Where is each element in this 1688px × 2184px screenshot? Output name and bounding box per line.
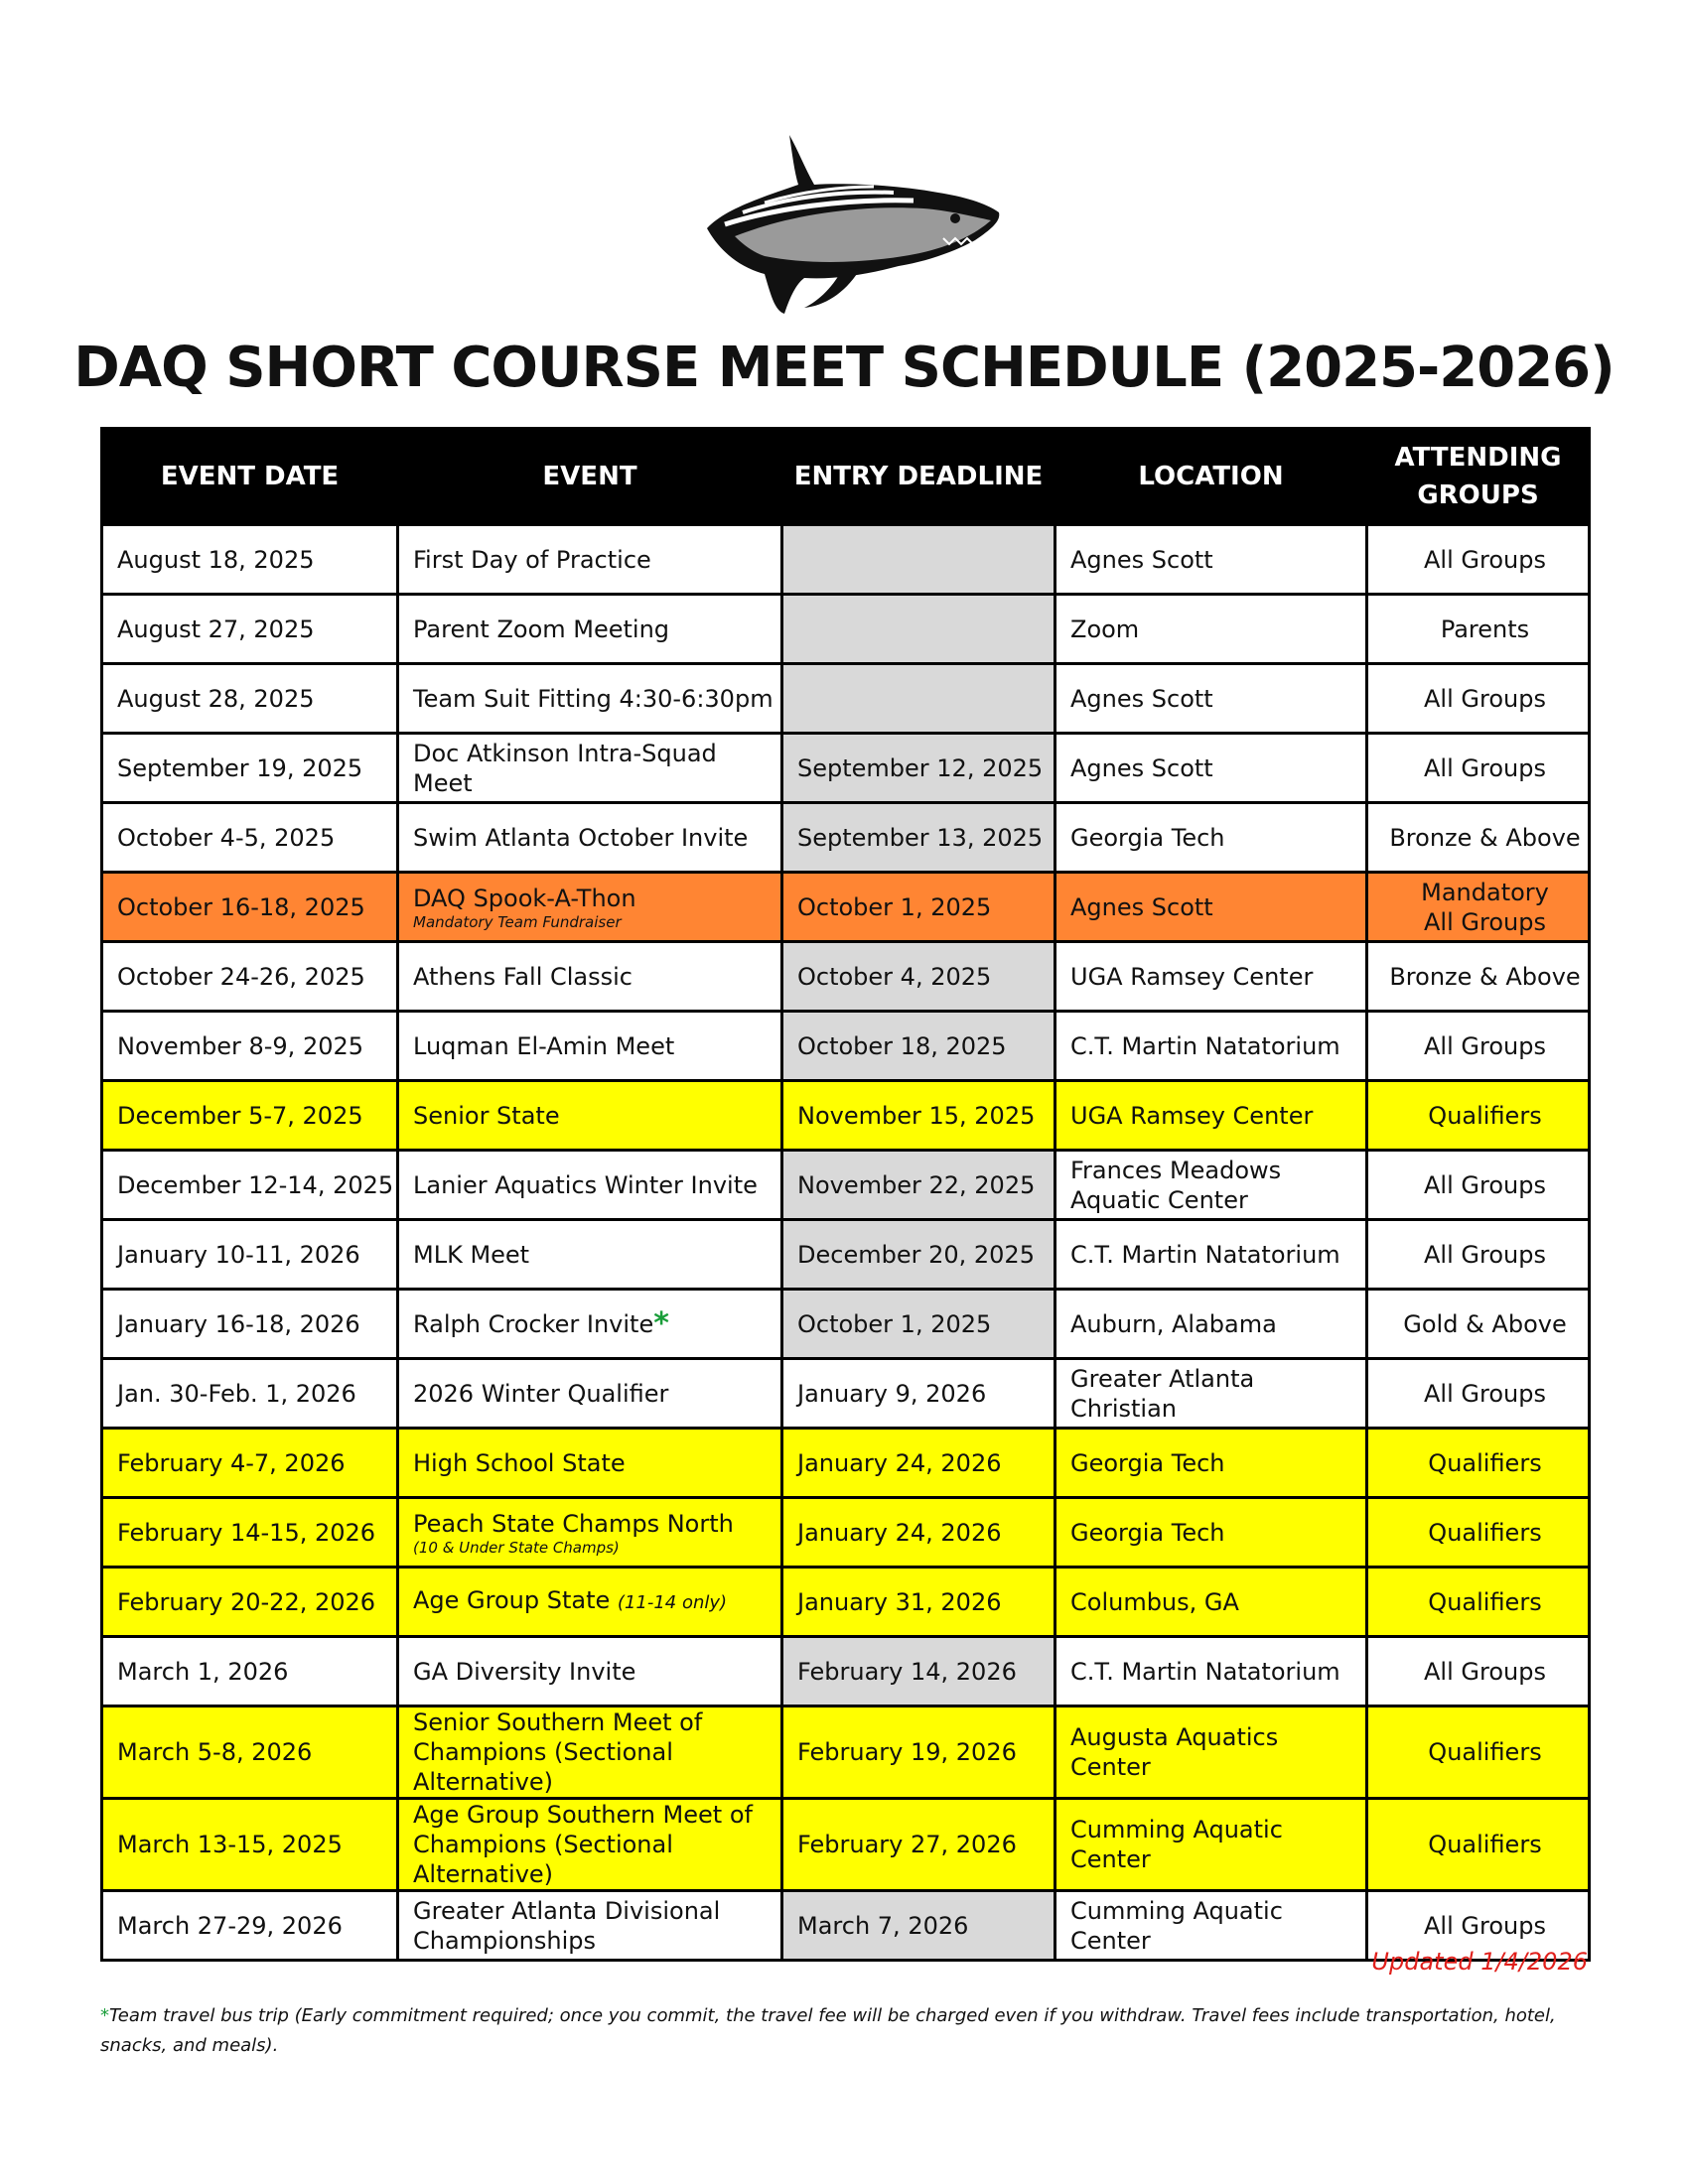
- table-row: [102, 1151, 1590, 1220]
- attending-groups: All Groups: [1367, 1637, 1590, 1706]
- event-date: March 13-15, 2025: [102, 1799, 398, 1891]
- event-name: Senior Southern Meet of Champions (Sectional Alternative): [398, 1706, 782, 1799]
- location: UGA Ramsey Center: [1055, 942, 1367, 1012]
- attending-groups: All Groups: [1367, 525, 1590, 595]
- location: Agnes Scott: [1055, 664, 1367, 734]
- header-location: LOCATION: [1055, 429, 1367, 525]
- event-name: Athens Fall Classic: [398, 942, 782, 1012]
- attending-groups: Bronze & Above: [1367, 803, 1590, 873]
- footnote-asterisk: *: [100, 2005, 109, 2026]
- event-name: Lanier Aquatics Winter Invite: [398, 1151, 782, 1220]
- table-row: [102, 942, 1590, 1012]
- table-row-mandatory: [102, 873, 1590, 942]
- event-name: MLK Meet: [398, 1220, 782, 1290]
- event-name: Team Suit Fitting 4:30-6:30pm: [398, 664, 782, 734]
- entry-deadline: January 9, 2026: [782, 1359, 1055, 1429]
- event-date: November 8-9, 2025: [102, 1012, 398, 1081]
- event-date: Jan. 30-Feb. 1, 2026: [102, 1359, 398, 1429]
- entry-deadline: October 18, 2025: [782, 1012, 1055, 1081]
- event-date: February 20-22, 2026: [102, 1568, 398, 1637]
- attending-groups: All Groups: [1367, 1151, 1590, 1220]
- event-subtitle: (10 & Under State Champs): [413, 1538, 620, 1557]
- event-name: 2026 Winter Qualifier: [398, 1359, 782, 1429]
- location: Georgia Tech: [1055, 1498, 1367, 1568]
- location: Georgia Tech: [1055, 803, 1367, 873]
- entry-deadline: January 24, 2026: [782, 1498, 1055, 1568]
- table-row: [102, 803, 1590, 873]
- event-date: August 18, 2025: [102, 525, 398, 595]
- table-row: [102, 664, 1590, 734]
- attending-groups: All Groups: [1367, 1220, 1590, 1290]
- attending-groups: All Groups: [1367, 734, 1590, 803]
- event-name: Greater Atlanta Divisional Championships: [398, 1891, 782, 1961]
- table-row-qualifier: [102, 1568, 1590, 1637]
- footnote-text: Team travel bus trip (Early commitment required; once you commit, the travel fee will be charged even if you withdraw. Travel fees include transportation, hotel, snacks, and meals).: [100, 2005, 1556, 2056]
- attending-groups: Qualifiers: [1367, 1498, 1590, 1568]
- event-date: December 12-14, 2025: [102, 1151, 398, 1220]
- event-name: Luqman El-Amin Meet: [398, 1012, 782, 1081]
- table-row: [102, 1220, 1590, 1290]
- location: Auburn, Alabama: [1055, 1290, 1367, 1359]
- entry-deadline: January 31, 2026: [782, 1568, 1055, 1637]
- event-date: January 10-11, 2026: [102, 1220, 398, 1290]
- event-name: High School State: [398, 1429, 782, 1498]
- event-name: Parent Zoom Meeting: [398, 595, 782, 664]
- event-date: August 27, 2025: [102, 595, 398, 664]
- entry-deadline: February 14, 2026: [782, 1637, 1055, 1706]
- event-date: March 27-29, 2026: [102, 1891, 398, 1961]
- event-name: Swim Atlanta October Invite: [398, 803, 782, 873]
- table-row: [102, 734, 1590, 803]
- table-row: [102, 1359, 1590, 1429]
- attending-groups: Qualifiers: [1367, 1799, 1590, 1891]
- event-name: GA Diversity Invite: [398, 1637, 782, 1706]
- event-date: August 28, 2025: [102, 664, 398, 734]
- table-row-qualifier: [102, 1498, 1590, 1568]
- table-row-qualifier: [102, 1081, 1590, 1151]
- entry-deadline: September 12, 2025: [782, 734, 1055, 803]
- attending-groups: Qualifiers: [1367, 1081, 1590, 1151]
- location: Cumming Aquatic Center: [1055, 1799, 1367, 1891]
- entry-deadline: September 13, 2025: [782, 803, 1055, 873]
- table-row: [102, 1891, 1590, 1961]
- event-date: February 4-7, 2026: [102, 1429, 398, 1498]
- location: C.T. Martin Natatorium: [1055, 1220, 1367, 1290]
- entry-deadline: October 1, 2025: [782, 1290, 1055, 1359]
- location: Georgia Tech: [1055, 1429, 1367, 1498]
- event-date: March 1, 2026: [102, 1637, 398, 1706]
- event-date: October 24-26, 2025: [102, 942, 398, 1012]
- entry-deadline: [782, 595, 1055, 664]
- event-name: Ralph Crocker Invite*: [398, 1290, 782, 1359]
- event-name: Age Group State (11-14 only): [398, 1568, 782, 1637]
- event-date: October 16-18, 2025: [102, 873, 398, 942]
- entry-deadline: January 24, 2026: [782, 1429, 1055, 1498]
- location: Augusta Aquatics Center: [1055, 1706, 1367, 1799]
- travel-asterisk: *: [653, 1305, 669, 1341]
- table-row-qualifier: [102, 1429, 1590, 1498]
- entry-deadline: November 22, 2025: [782, 1151, 1055, 1220]
- location: UGA Ramsey Center: [1055, 1081, 1367, 1151]
- table-header-row: [102, 429, 1590, 525]
- attending-groups: Mandatory All Groups: [1367, 873, 1590, 942]
- attending-groups: All Groups: [1367, 1359, 1590, 1429]
- location: C.T. Martin Natatorium: [1055, 1012, 1367, 1081]
- table-row: [102, 595, 1590, 664]
- page-title: DAQ SHORT COURSE MEET SCHEDULE (2025-2026): [73, 336, 1615, 400]
- attending-groups: Gold & Above: [1367, 1290, 1590, 1359]
- header-event: EVENT: [398, 429, 782, 525]
- event-name: Peach State Champs North (10 & Under State Champs): [398, 1498, 782, 1568]
- table-row: [102, 1012, 1590, 1081]
- event-name: DAQ Spook-A-Thon Mandatory Team Fundraiser: [398, 873, 782, 942]
- location: Agnes Scott: [1055, 873, 1367, 942]
- entry-deadline: February 27, 2026: [782, 1799, 1055, 1891]
- meet-schedule-table: [100, 427, 1591, 1962]
- attending-groups: Bronze & Above: [1367, 942, 1590, 1012]
- location: Agnes Scott: [1055, 525, 1367, 595]
- attending-groups: Qualifiers: [1367, 1706, 1590, 1799]
- entry-deadline: [782, 525, 1055, 595]
- updated-date: Updated 1/4/2026: [1371, 1948, 1588, 1976]
- attending-groups: Qualifiers: [1367, 1568, 1590, 1637]
- table-row: [102, 1637, 1590, 1706]
- table-row-qualifier: [102, 1799, 1590, 1891]
- table-row: [102, 525, 1590, 595]
- location: Greater Atlanta Christian: [1055, 1359, 1367, 1429]
- table-row: [102, 1290, 1590, 1359]
- attending-groups: Parents: [1367, 595, 1590, 664]
- event-name: Age Group Southern Meet of Champions (Sectional Alternative): [398, 1799, 782, 1891]
- table-row-qualifier: [102, 1706, 1590, 1799]
- attending-groups: All Groups: [1367, 1012, 1590, 1081]
- shark-logo-icon: [695, 117, 1003, 316]
- entry-deadline: February 19, 2026: [782, 1706, 1055, 1799]
- event-name: First Day of Practice: [398, 525, 782, 595]
- event-date: December 5-7, 2025: [102, 1081, 398, 1151]
- event-subtitle: Mandatory Team Fundraiser: [413, 912, 622, 931]
- entry-deadline: [782, 664, 1055, 734]
- event-name: Senior State: [398, 1081, 782, 1151]
- footnote: [100, 2001, 1588, 2061]
- header-entry-deadline: ENTRY DEADLINE: [782, 429, 1055, 525]
- event-date: January 16-18, 2026: [102, 1290, 398, 1359]
- event-date: March 5-8, 2026: [102, 1706, 398, 1799]
- location: Cumming Aquatic Center: [1055, 1891, 1367, 1961]
- event-date: February 14-15, 2026: [102, 1498, 398, 1568]
- attending-groups: All Groups: [1367, 1891, 1590, 1961]
- entry-deadline: March 7, 2026: [782, 1891, 1055, 1961]
- header-event-date: EVENT DATE: [102, 429, 398, 525]
- event-date: September 19, 2025: [102, 734, 398, 803]
- event-note: (11-14 only): [617, 1592, 728, 1613]
- entry-deadline: December 20, 2025: [782, 1220, 1055, 1290]
- entry-deadline: November 15, 2025: [782, 1081, 1055, 1151]
- entry-deadline: October 1, 2025: [782, 873, 1055, 942]
- event-name: Doc Atkinson Intra-Squad Meet: [398, 734, 782, 803]
- location: Frances Meadows Aquatic Center: [1055, 1151, 1367, 1220]
- attending-groups: All Groups: [1367, 664, 1590, 734]
- location: Columbus, GA: [1055, 1568, 1367, 1637]
- location: Agnes Scott: [1055, 734, 1367, 803]
- header-attending-groups: ATTENDING GROUPS: [1367, 429, 1590, 525]
- location: C.T. Martin Natatorium: [1055, 1637, 1367, 1706]
- entry-deadline: October 4, 2025: [782, 942, 1055, 1012]
- attending-groups: Qualifiers: [1367, 1429, 1590, 1498]
- location: Zoom: [1055, 595, 1367, 664]
- event-date: October 4-5, 2025: [102, 803, 398, 873]
